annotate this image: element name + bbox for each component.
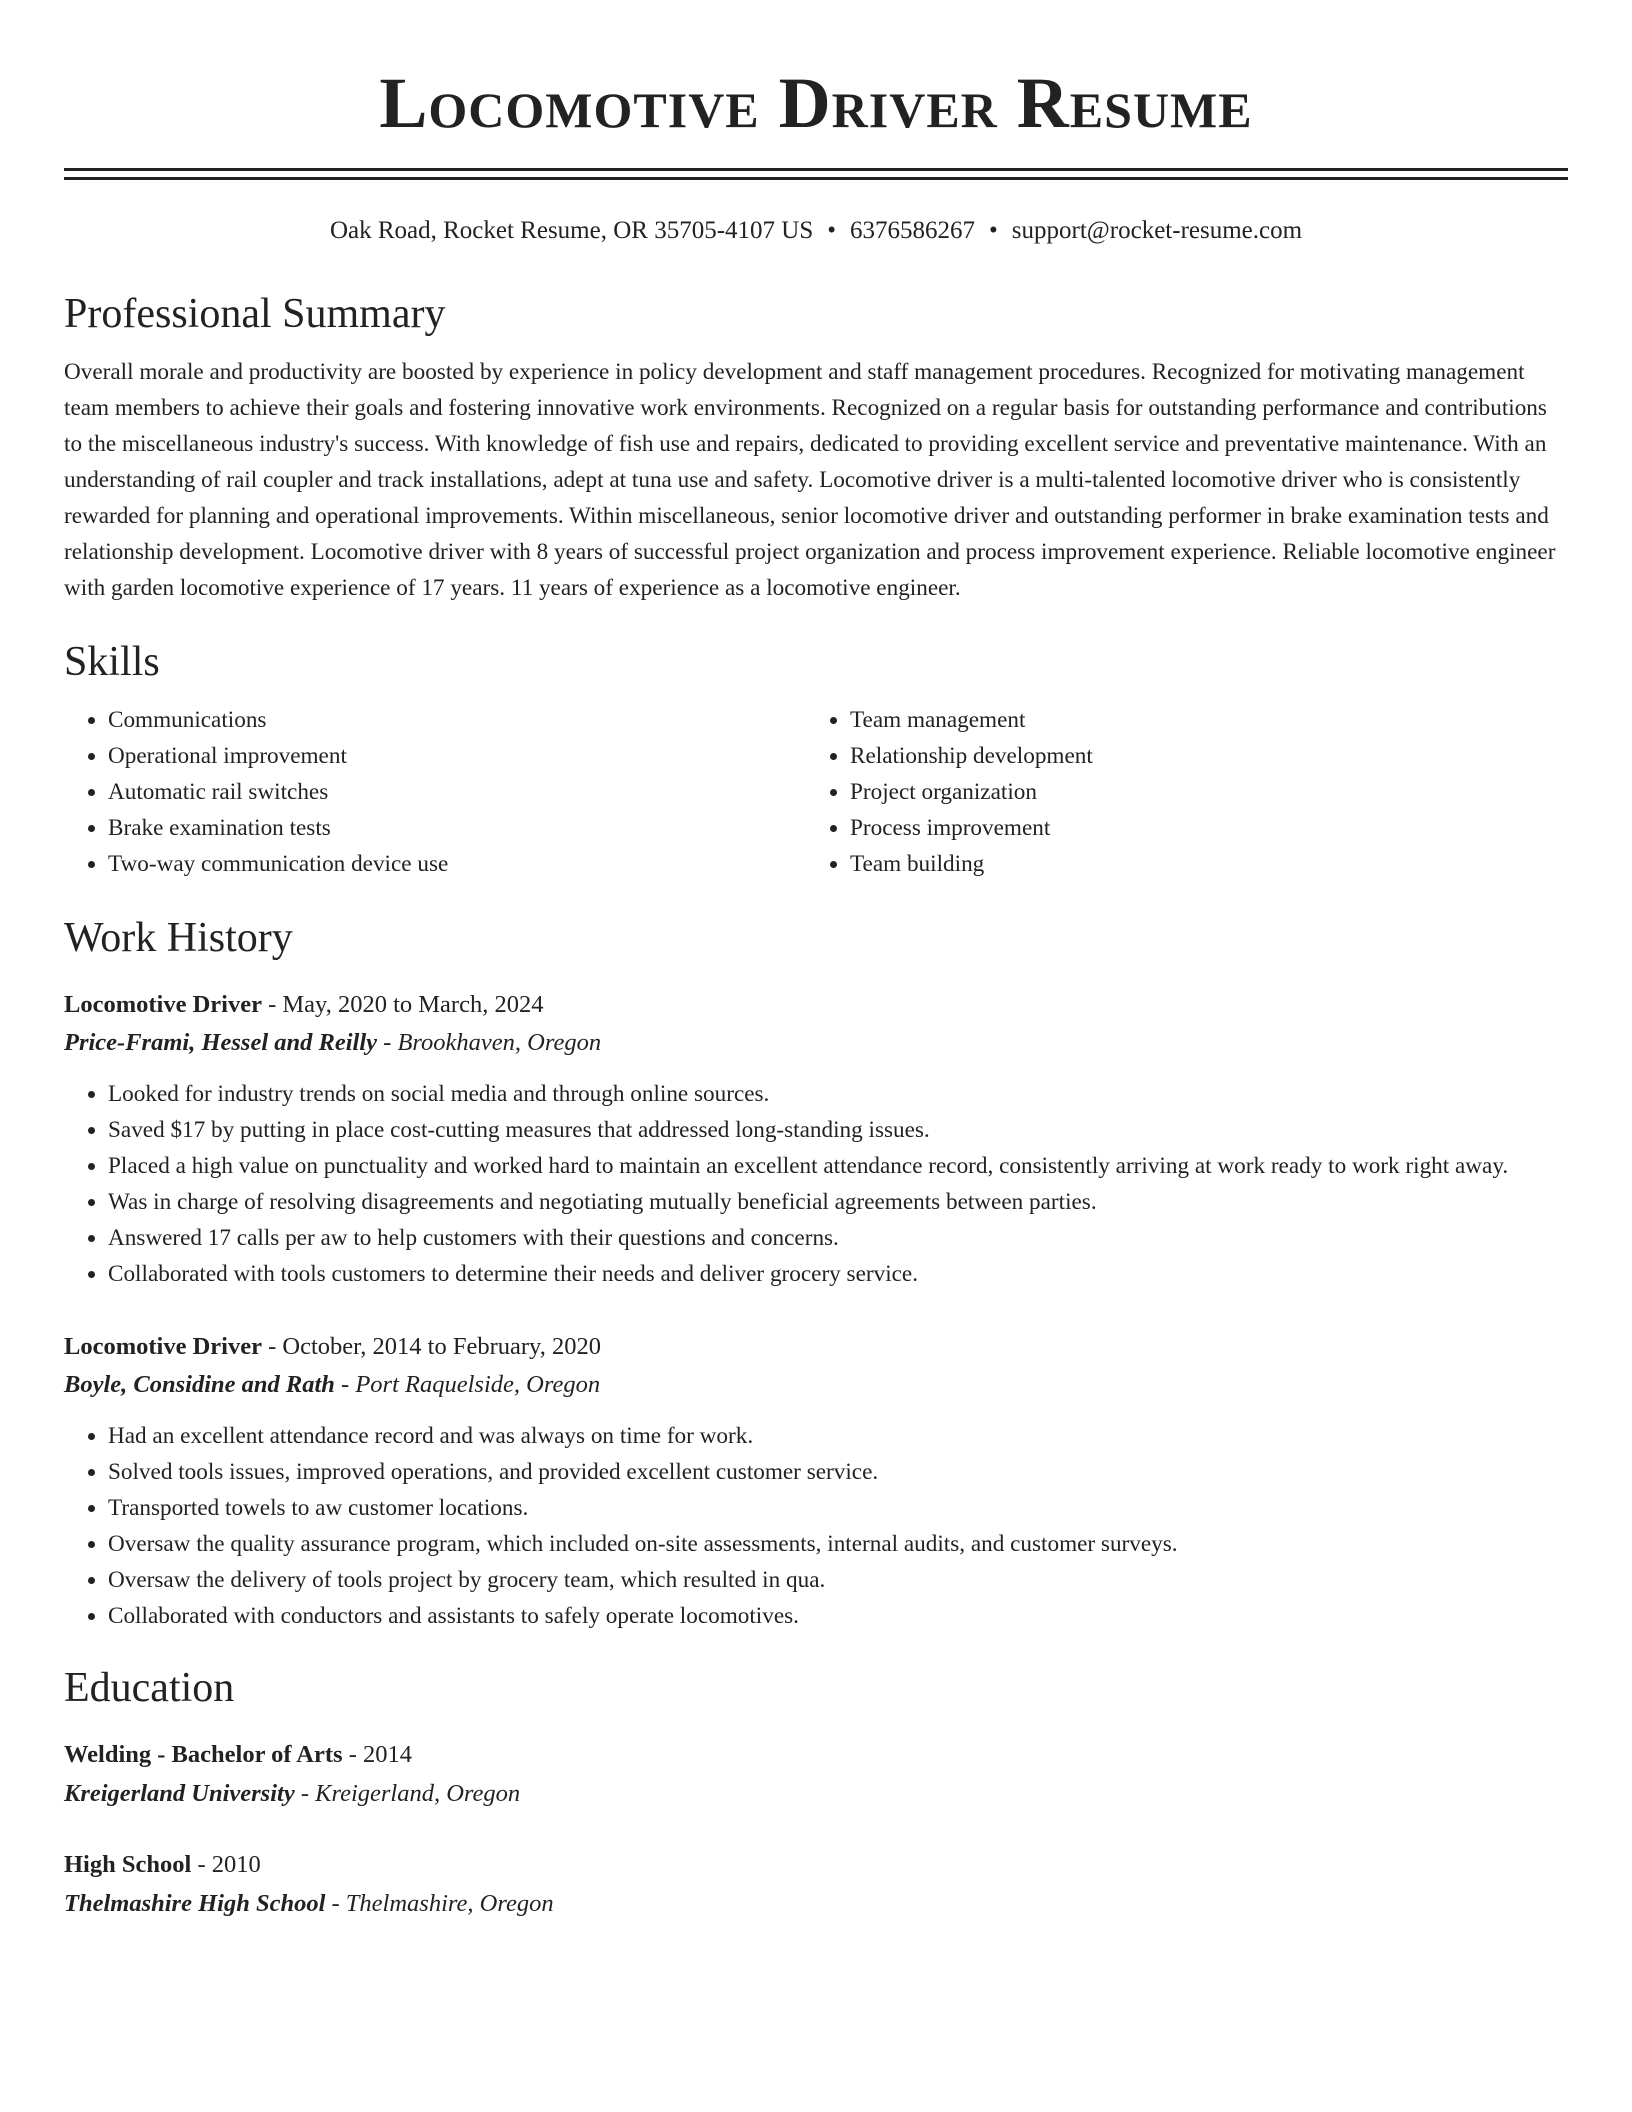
education-degree-line xyxy=(64,1846,1568,1884)
skill-item: • Project organization xyxy=(850,774,1548,810)
job-bullet: • Answered 17 calls per aw to help customers with their questions and concerns. xyxy=(108,1220,1568,1256)
skill-item: • Automatic rail switches xyxy=(108,774,806,810)
skill-item: • Communications xyxy=(108,702,806,738)
job-entry xyxy=(64,986,1568,1292)
education-degree-line xyxy=(64,1736,1568,1774)
contact-phone: 6376586267 xyxy=(850,217,975,244)
job-company-line xyxy=(64,1366,1568,1404)
job-entry xyxy=(64,1328,1568,1634)
education-entry xyxy=(64,1736,1568,1814)
contact-separator: • xyxy=(989,217,998,244)
skill-item: • Relationship development xyxy=(850,738,1548,774)
job-bullets xyxy=(64,1076,1568,1292)
resume-title: Locomotive Driver Resume xyxy=(379,63,1253,143)
education-school-line xyxy=(64,1884,1568,1924)
job-location: - Brookhaven, Oregon xyxy=(377,1029,602,1056)
contact-email: support@rocket-resume.com xyxy=(1011,217,1303,244)
title-divider-bottom xyxy=(64,177,1568,180)
skill-item: • Process improvement xyxy=(850,810,1548,846)
skills-list xyxy=(64,702,1568,882)
job-dates: - October, 2014 to February, 2020 xyxy=(261,1333,601,1360)
education-degree: Welding - Bachelor of Arts xyxy=(64,1741,343,1768)
title-divider-top xyxy=(64,168,1568,171)
job-bullet: • Oversaw the delivery of tools project by grocery team, which resulted in qua. xyxy=(108,1562,1568,1598)
job-bullet: • Collaborated with conductors and assistants to safely operate locomotives. xyxy=(108,1598,1568,1634)
job-bullets xyxy=(64,1418,1568,1634)
job-company-line xyxy=(64,1024,1568,1062)
summary-text: Overall morale and productivity are boosted by experience in policy development and staff management procedures. Recognized for motivating management team members to achieve their goals and fostering innovative work environments. Recognized on a regular basis for outstanding performance and contributions to the miscellaneous industry's success. With knowledge of fish use and repairs, dedicated to providing excellent service and preventative maintenance. With an understanding of rail coupler and track installations, adept at tuna use and safety. Locomotive driver is a multi-talented locomotive driver who is consistently rewarded for planning and operational improvements. Within miscellaneous, senior locomotive driver and outstanding performer in brake examination tests and relationship development. Locomotive driver with 8 years of successful project organization and process improvement experience. Reliable locomotive engineer with garden locomotive experience of 17 years. 11 years of experience as a locomotive engineer. xyxy=(64,359,1556,601)
job-bullet: • Was in charge of resolving disagreements and negotiating mutually beneficial agreements between parties. xyxy=(108,1184,1568,1220)
education-school: Thelmashire High School xyxy=(64,1890,326,1917)
education-school: Kreigerland University xyxy=(64,1780,295,1807)
skill-item: • Team building xyxy=(850,846,1548,882)
education-year: - 2010 xyxy=(191,1851,261,1878)
skill-item: • Brake examination tests xyxy=(108,810,806,846)
job-location: - Port Raquelside, Oregon xyxy=(334,1371,601,1398)
education-school-line xyxy=(64,1774,1568,1814)
job-bullet: • Had an excellent attendance record and was always on time for work. xyxy=(108,1418,1568,1454)
education-entry xyxy=(64,1846,1568,1924)
job-bullet: • Placed a high value on punctuality and worked hard to maintain an excellent attendance record, consistently arriving at work ready to work right away. xyxy=(108,1148,1568,1184)
contact-separator: • xyxy=(827,217,836,244)
job-bullet: • Saved $17 by putting in place cost-cutting measures that addressed long-standing issues. xyxy=(108,1112,1568,1148)
work-history-heading: Work History xyxy=(64,915,293,961)
education-degree: High School xyxy=(64,1851,192,1878)
job-title: Locomotive Driver xyxy=(64,991,262,1018)
skill-item: • Operational improvement xyxy=(108,738,806,774)
education-heading: Education xyxy=(64,1665,235,1711)
job-bullet: • Oversaw the quality assurance program, which included on-site assessments, internal audits, and customer surveys. xyxy=(108,1526,1568,1562)
education-location: - Thelmashire, Oregon xyxy=(325,1890,554,1917)
contact-line xyxy=(64,214,1568,248)
contact-address: Oak Road, Rocket Resume, OR 35705-4107 US xyxy=(329,217,814,244)
job-company: Boyle, Considine and Rath xyxy=(64,1371,335,1398)
skill-item: • Two-way communication device use xyxy=(108,846,806,882)
job-title: Locomotive Driver xyxy=(64,1333,262,1360)
job-bullet: • Collaborated with tools customers to determine their needs and deliver grocery service. xyxy=(108,1256,1568,1292)
job-dates: - May, 2020 to March, 2024 xyxy=(261,991,544,1018)
skills-heading: Skills xyxy=(64,639,160,685)
skill-item: • Team management xyxy=(850,702,1548,738)
job-title-line xyxy=(64,986,1568,1024)
skills-column-left xyxy=(64,702,806,882)
job-title-line xyxy=(64,1328,1568,1366)
summary-heading: Professional Summary xyxy=(64,291,446,337)
education-location: - Kreigerland, Oregon xyxy=(294,1780,521,1807)
job-company: Price-Frami, Hessel and Reilly xyxy=(64,1029,378,1056)
job-bullet: • Solved tools issues, improved operations, and provided excellent customer service. xyxy=(108,1454,1568,1490)
skills-column-right xyxy=(806,702,1548,882)
job-bullet: • Transported towels to aw customer locations. xyxy=(108,1490,1568,1526)
education-year: - 2014 xyxy=(342,1741,412,1768)
job-bullet: • Looked for industry trends on social media and through online sources. xyxy=(108,1076,1568,1112)
